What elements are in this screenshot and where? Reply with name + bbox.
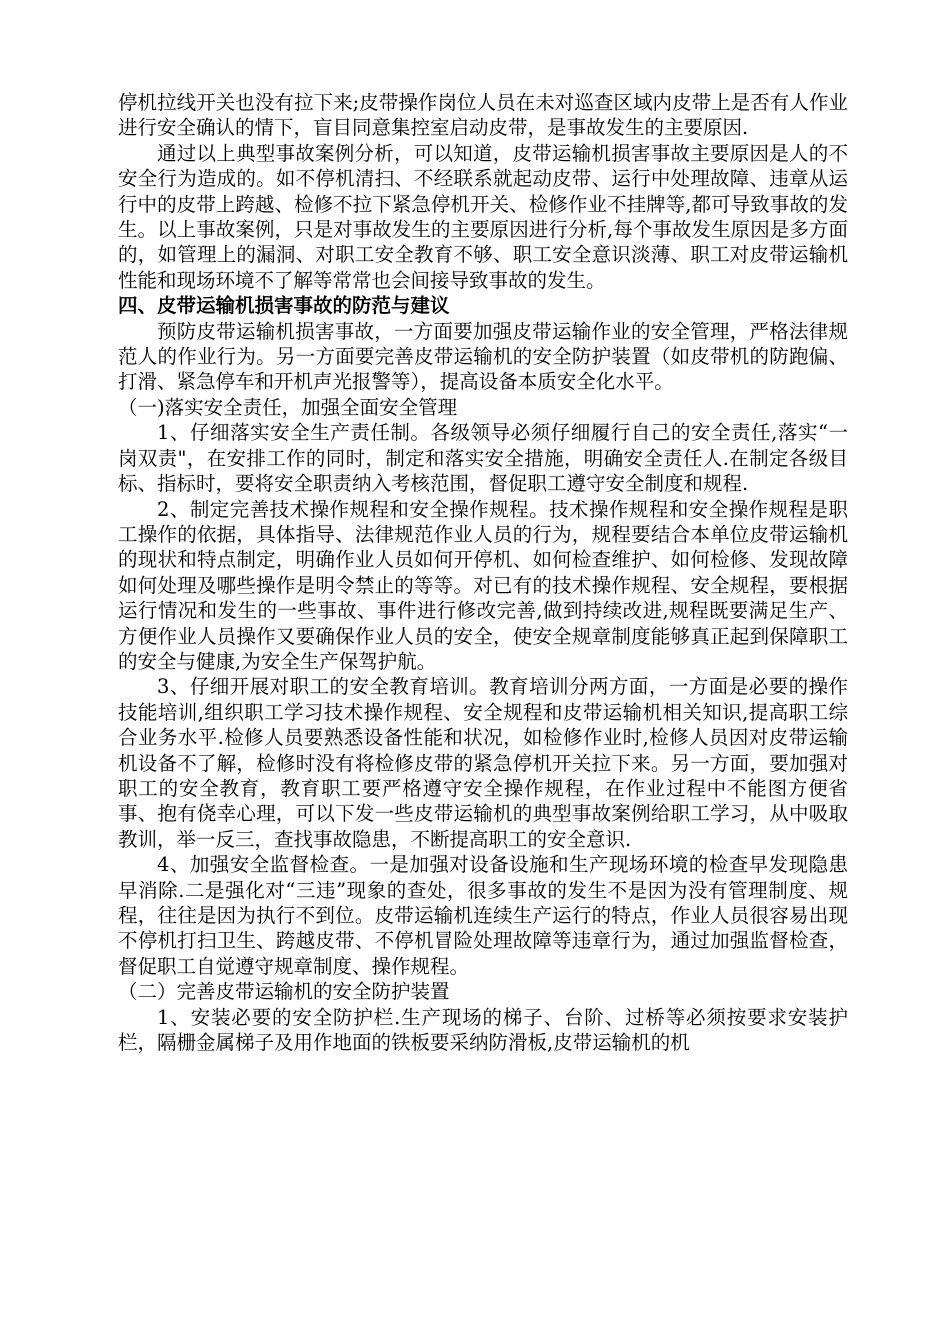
paragraph-prevention-intro: 预防皮带运输机损害事故，一方面要加强皮带运输作业的安全管理，严格法律规范人的作业行为。另一方面要完善皮带运输机的安全防护装置（如皮带机的防跑偏、打滑、紧急停车和开机声光报警等），提高设备本质安全化水平。 xyxy=(118,319,848,394)
paragraph-continuation: 停机拉线开关也没有拉下来;皮带操作岗位人员在未对巡查区域内皮带上是否有人作业进行安全确认的情下，盲目同意集控室启动皮带，是事故发生的主要原因. xyxy=(118,91,848,140)
paragraph-item-1: 1、仔细落实安全生产责任制。各级领导必须仔细履行自己的安全责任,落实“一岗双责"，在安排工作的同时，制定和落实安全措施，明确安全责任人.在制定各级目标、指标时，要将安全职责纳入考核范围，督促职工遵守安全制度和规程. xyxy=(118,421,848,496)
section-heading-prevention: 四、皮带运输机损害事故的防范与建议 xyxy=(118,294,450,318)
paragraph-protection-item-1: 1、安装必要的安全防护栏.生产现场的梯子、台阶、过桥等必须按要求安装护栏，隔栅金属梯子及用作地面的铁板要采纳防滑板,皮带运输机的机 xyxy=(118,1005,848,1055)
subheading-protection-devices: （二）完善皮带运输机的安全防护装置 xyxy=(118,980,450,1004)
document-page xyxy=(118,90,848,1055)
paragraph-accident-analysis: 通过以上典型事故案例分析，可以知道，皮带运输机损害事故主要原因是人的不安全行为造成的。如不停机清扫、不经联系就起动皮带、运行中处理故障、违章从运行中的皮带上跨越、检修不拉下紧急停机开关、检修作业不挂牌等,都可导致事故的发生。以上事故案例，只是对事故发生的主要原因进行分析,每个事故发生原因是多方面的，如管理上的漏洞、对职工安全教育不够、职工安全意识淡薄、职工对皮带运输机性能和现场环境不了解等常常也会间接导致事故的发生。 xyxy=(118,141,848,292)
subheading-responsibility: （一)落实安全责任，加强全面安全管理 xyxy=(118,395,458,419)
paragraph-item-4: 4、加强安全监督检查。一是加强对设备设施和生产现场环境的检查早发现隐患早消除.二是强化对“三违”现象的查处，很多事故的发生不是因为没有管理制度、规程，往往是因为执行不到位。皮带运输机连续生产运行的特点，作业人员很容易出现不停机打扫卫生、跨越皮带、不停机冒险处理故障等违章行为，通过加强监督检查，督促职工自觉遵守规章制度、操作规程。 xyxy=(118,853,848,978)
paragraph-item-3: 3、仔细开展对职工的安全教育培训。教育培训分两方面，一方面是必要的操作技能培训,组织职工学习技术操作规程、安全规程和皮带运输机相关知识,提高职工综合业务水平.检修人员要熟悉设备性能和状况，如检修作业时,检修人员因对皮带运输机设备不了解，检修时没有将检修皮带的紧急停机开关拉下来。另一方面，要加强对职工的安全教育，教育职工要严格遵守安全操作规程，在作业过程中不能图方便省事、抱有侥幸心理，可以下发一些皮带运输机的典型事故案例给职工学习，从中吸取教训，举一反三，查找事故隐患，不断提高职工的安全意识. xyxy=(118,675,848,851)
paragraph-item-2: 2、制定完善技术操作规程和安全操作规程。技术操作规程和安全操作规程是职工操作的依据，具体指导、法律规范作业人员的行为，规程要结合本单位皮带运输机的现状和特点制定，明确作业人员如何开停机、如何检查维护、如何检修、发现故障如何处理及哪些操作是明令禁止的等等。对已有的技术操作规程、安全规程，要根据运行情况和发生的一些事故、事件进行修改完善,做到持续改进,规程既要满足生产、方便作业人员操作又要确保作业人员的安全，使安全规章制度能够真正起到保障职工的安全与健康,为安全生产保驾护航。 xyxy=(118,497,848,673)
